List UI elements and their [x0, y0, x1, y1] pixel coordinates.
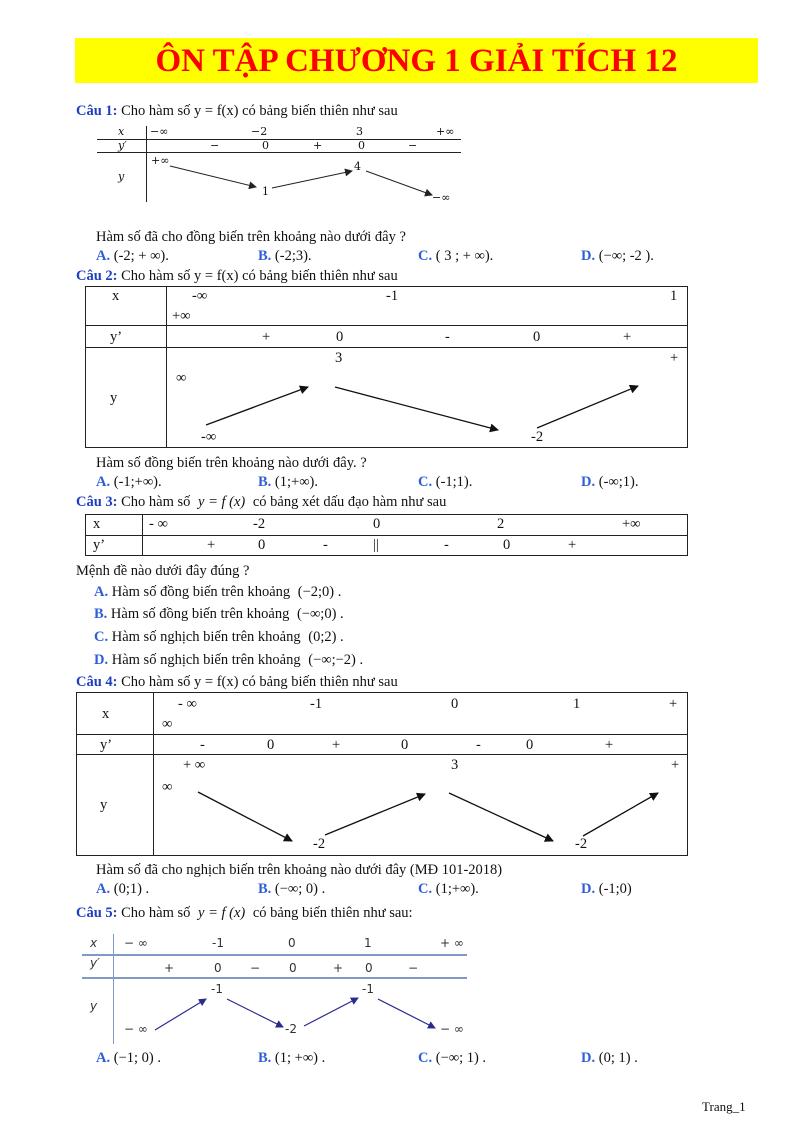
- question-3-header: Câu 3: Cho hàm số y = f (x) có bảng xét dấu đạo hàm như sau: [76, 494, 447, 510]
- question-1-text: Cho hàm số y = f(x) có bảng biến thiên như sau: [121, 103, 398, 119]
- question-4-label: Câu 4:: [76, 674, 118, 690]
- page-title: ÔN TẬP CHƯƠNG 1 GIẢI TÍCH 12: [75, 38, 758, 83]
- question-3-prompt: Mệnh đề nào dưới đây đúng ?: [76, 563, 250, 579]
- question-4-option-b[interactable]: B. (−∞; 0) .: [258, 881, 326, 897]
- question-1-label: Câu 1:: [76, 103, 118, 119]
- question-4-option-a[interactable]: A. (0;1) .: [96, 881, 150, 897]
- question-1-option-b[interactable]: B. (-2;3).: [258, 248, 312, 264]
- question-1-prompt: Hàm số đã cho đồng biến trên khoảng nào dưới đây ?: [96, 229, 406, 245]
- question-5-option-a[interactable]: A. (−1; 0) .: [96, 1050, 161, 1066]
- question-2-prompt: Hàm số đồng biến trên khoảng nào dưới đây. ?: [96, 455, 367, 471]
- question-2-option-a[interactable]: A. (-1;+∞).: [96, 474, 162, 490]
- page-number: Trang_1: [702, 1099, 746, 1114]
- question-5-option-c[interactable]: C. (−∞; 1) .: [418, 1050, 487, 1066]
- question-5-option-d[interactable]: D. (0; 1) .: [581, 1050, 638, 1066]
- question-2-option-d[interactable]: D. (-∞;1).: [581, 474, 639, 490]
- question-5-label: Câu 5:: [76, 905, 118, 921]
- question-3-option-c[interactable]: C. Hàm số nghịch biến trên khoảng (0;2) .: [94, 629, 344, 645]
- question-4-text: Cho hàm số y = f(x) có bảng biến thiên như sau: [121, 674, 398, 690]
- question-2-option-c[interactable]: C. (-1;1).: [418, 474, 473, 490]
- question-4-option-d[interactable]: D. (-1;0): [581, 881, 632, 897]
- question-3-label: Câu 3:: [76, 494, 118, 510]
- question-3-option-a[interactable]: A. Hàm số đồng biến trên khoảng (−2;0) .: [94, 584, 342, 600]
- question-2-option-b[interactable]: B. (1;+∞).: [258, 474, 318, 490]
- question-4-option-c[interactable]: C. (1;+∞).: [418, 881, 479, 897]
- question-4-prompt: Hàm số đã cho nghịch biến trên khoảng nào dưới đây (MĐ 101-2018): [96, 862, 503, 878]
- question-2-label: Câu 2:: [76, 268, 118, 284]
- question-5-formula: y = f (x): [198, 905, 246, 921]
- question-1-option-d[interactable]: D. (−∞; -2 ).: [581, 248, 654, 264]
- question-3-option-b[interactable]: B. Hàm số đồng biến trên khoảng (−∞;0) .: [94, 606, 344, 622]
- question-5-header: Câu 5: Cho hàm số y = f (x) có bảng biến thiên như sau:: [76, 905, 413, 921]
- question-3-formula: y = f (x): [198, 494, 246, 510]
- question-2-text: Cho hàm số y = f(x) có bảng biến thiên như sau: [121, 268, 398, 284]
- question-1-option-c[interactable]: C. ( 3 ; + ∞).: [418, 248, 494, 264]
- question-1-option-a[interactable]: A. (-2; + ∞).: [96, 248, 169, 264]
- question-5-option-b[interactable]: B. (1; +∞) .: [258, 1050, 326, 1066]
- question-3-option-d[interactable]: D. Hàm số nghịch biến trên khoảng (−∞;−2) .: [94, 652, 364, 668]
